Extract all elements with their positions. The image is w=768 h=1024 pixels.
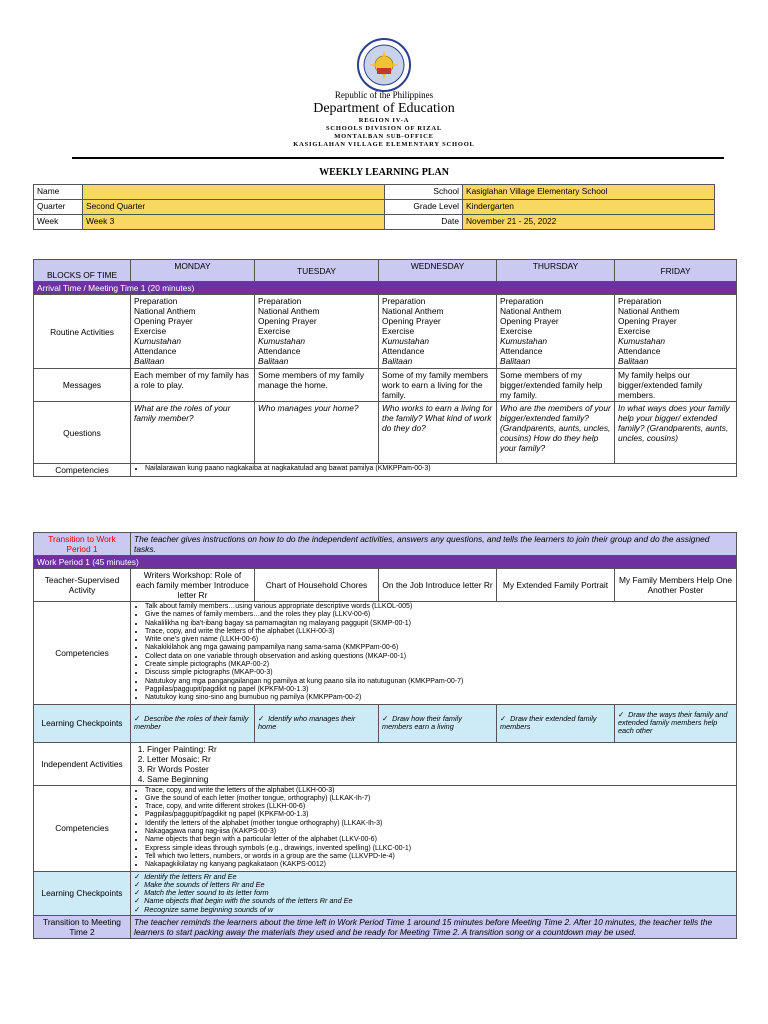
learning-checkpoints-label: Learning Checkpoints	[34, 871, 131, 915]
competency-item: • Name objects that begin with a particular letter of the alphabet (LLKV-00-6)	[145, 836, 733, 844]
message-cell: My family helps our bigger/extended family members.	[615, 369, 737, 402]
independent-activities-list	[131, 742, 737, 785]
work-period-table	[33, 532, 737, 939]
routine-item: Opening Prayer	[382, 316, 441, 326]
transition1-text: The teacher gives instructions on how to do the independent activities, answers any questions, and tells the learners to join their group and do the assigned tasks.	[131, 533, 737, 556]
checkpoint-item: ✓ Draw their extended family members	[500, 715, 611, 732]
checkpoint-item: ✓ Draw the ways their family and extended family members help each other	[618, 711, 733, 736]
routine-item: Exercise	[382, 326, 415, 336]
checkpoint-item: ✓ Make the sounds of letters Rr and Ee	[134, 881, 733, 889]
competency-item: • Write one's given name (LLKH-00-6)	[145, 636, 733, 644]
name-value	[83, 185, 385, 200]
checkpoint-item: ✓ Match the letter sound to its letter form	[134, 889, 733, 897]
routine-item: Preparation	[500, 296, 544, 306]
competency-item: • Give the sound of each letter (mother tongue, orthography) (LLKAK-Ih-7)	[145, 795, 733, 803]
tsa-cell: My Extended Family Portrait	[497, 569, 615, 602]
routine-item: Balitaan	[382, 356, 413, 366]
date-value: November 21 - 25, 2022	[463, 215, 715, 230]
division-line: SCHOOLS DIVISION OF RIZAL	[325, 125, 443, 132]
routine-item: Attendance	[500, 346, 543, 356]
competency-item: • Create simple pictographs (MKAP-00-2)	[145, 661, 733, 669]
routine-item: National Anthem	[500, 306, 562, 316]
transition2-text: The teacher reminds the learners about the time left in Work Period Time 1 around 15 minutes before Meeting Time 2. After 10 minutes, the teacher tells the learners to start packing away the materials they used and be ready for Meeting Time 2. A transition song or a countdown may be used.	[131, 916, 737, 939]
checkpoint-cell	[379, 704, 497, 742]
checkpoint-item: ✓ Identify who manages their home	[258, 715, 375, 732]
competencies-label: Competencies	[34, 602, 131, 705]
competency-cell	[131, 464, 737, 477]
routine-item: National Anthem	[258, 306, 320, 316]
day-header: MONDAY	[131, 260, 255, 282]
routine-item: Attendance	[618, 346, 661, 356]
checkpoint-item: ✓ Identify the letters Rr and Ee	[134, 873, 733, 881]
routine-item: Kumustahan	[500, 336, 548, 346]
competency-item: • Pagpilas/paggupit/pagdikit ng papel (KPKFM-00-1.3)	[145, 686, 733, 694]
routine-cell	[379, 295, 497, 369]
messages-label: Messages	[34, 369, 131, 402]
region-line: REGION IV-A	[358, 117, 410, 124]
suboffice-line: MONTALBAN SUB-OFFICE	[334, 133, 434, 140]
question-cell: Who works to earn a living for the family? What kind of work do they do?	[379, 402, 497, 464]
routine-item: Preparation	[618, 296, 662, 306]
competencies-label: Competencies	[34, 464, 131, 477]
routine-item: Opening Prayer	[500, 316, 559, 326]
competency-item: • Trace, copy, and write the letters of the alphabet (LLKH-00-3)	[145, 787, 733, 795]
competency-item: • Give the names of family members…and the roles they play (LLKV-00-6)	[145, 611, 733, 619]
tsa-label: Teacher-Supervised Activity	[34, 569, 131, 602]
competency-item: • Talk about family members…using various appropriate descriptive words (LLKOL-005)	[145, 603, 733, 611]
day-header: FRIDAY	[615, 260, 737, 282]
checkpoint-cell	[615, 704, 737, 742]
routine-item: Attendance	[258, 346, 301, 356]
checkpoint-item: ✓ Name objects that begin with the sounds of the letters Rr and Ee	[134, 897, 733, 905]
header-divider	[72, 157, 724, 159]
routine-item: Attendance	[382, 346, 425, 356]
routine-item: Kumustahan	[134, 336, 182, 346]
routine-item: Attendance	[134, 346, 177, 356]
week-label: Week	[34, 215, 83, 230]
questions-label: Questions	[34, 402, 131, 464]
question-cell: Who manages your home?	[255, 402, 379, 464]
quarter-value: Second Quarter	[83, 200, 385, 215]
competency-item: • Nakalilikha ng iba't-ibang bagay sa pamamagitan ng malayang paggupit (SKMP-00-1)	[145, 620, 733, 628]
question-cell: In what ways does your family help your bigger/ extended family? (Grandparents, aunts, uncles, cousins)	[615, 402, 737, 464]
routine-item: Balitaan	[500, 356, 531, 366]
checkpoint-item: ✓ Describe the roles of their family member	[134, 715, 251, 732]
tsa-cell: My Family Members Help One Another Poster	[615, 569, 737, 602]
competency-item: • Collect data on one variable through observation and asking questions (MKAP-00-1)	[145, 653, 733, 661]
school-line: KASIGLAHAN VILLAGE ELEMENTARY SCHOOL	[293, 141, 475, 148]
routine-item: Opening Prayer	[134, 316, 193, 326]
routine-item: National Anthem	[134, 306, 196, 316]
competency-list	[131, 785, 737, 871]
checkpoint-cell	[255, 704, 379, 742]
grade-label: Grade Level	[385, 200, 463, 215]
independent-activities-label: Independent Activities	[34, 742, 131, 785]
competency-item: • Natutukoy ang mga pangangailangan ng pamilya at kung paano sila ito natutugunan (KMKPPam-00-7)	[145, 678, 733, 686]
competency-item: • Nailalarawan kung paano nagkakaiba at nagkakatulad ang bawat pamilya (KMKPPam-00-3)	[145, 465, 733, 473]
checkpoint-cell	[497, 704, 615, 742]
school-value: Kasiglahan Village Elementary School	[463, 185, 715, 200]
routine-item: Opening Prayer	[258, 316, 317, 326]
message-cell: Each member of my family has a role to play.	[131, 369, 255, 402]
routine-item: Balitaan	[134, 356, 165, 366]
day-header: WEDNESDAY	[379, 260, 497, 282]
day-header: THURSDAY	[497, 260, 615, 282]
routine-item: Balitaan	[258, 356, 289, 366]
arrival-time-bar: Arrival Time / Meeting Time 1 (20 minutes)	[34, 282, 737, 295]
competency-item: • Nakagagawa nang nag-iisa (KAKPS-00-3)	[145, 828, 733, 836]
routine-item: Kumustahan	[258, 336, 306, 346]
checkpoint-item: ✓ Recognize same beginning sounds of w	[134, 906, 733, 914]
checkpoint-list	[131, 871, 737, 915]
competency-item: • Nakapagkikilatay ng kanyang pagkakataon (KAKPS-0012)	[145, 861, 733, 869]
info-table	[33, 184, 715, 230]
routine-item: Opening Prayer	[618, 316, 677, 326]
name-label: Name	[34, 185, 83, 200]
competency-item: • Identify the letters of the alphabet (mother tongue orthography) (LLKAK-Ih-3)	[145, 820, 733, 828]
competencies-label: Competencies	[34, 785, 131, 871]
routine-cell	[497, 295, 615, 369]
letterhead	[0, 38, 768, 149]
transition1-label: Transition to Work Period 1	[34, 533, 131, 556]
question-cell: What are the roles of your family member?	[131, 402, 255, 464]
school-label: School	[385, 185, 463, 200]
competency-item: • Trace, copy, and write different strokes (LLKH-00-6)	[145, 803, 733, 811]
transition2-label: Transition to Meeting Time 2	[34, 916, 131, 939]
routine-item: Balitaan	[618, 356, 649, 366]
department-name: Department of Education	[313, 101, 455, 116]
competency-item: • Express simple ideas through symbols (e.g., drawings, invented spelling) (LLKC-00-1)	[145, 845, 733, 853]
routine-item: Exercise	[258, 326, 291, 336]
routine-item: Kumustahan	[618, 336, 666, 346]
routine-item: Kumustahan	[382, 336, 430, 346]
tsa-cell: On the Job Introduce letter Rr	[379, 569, 497, 602]
competency-item: • Trace, copy, and write the letters of the alphabet (LLKH-00-3)	[145, 628, 733, 636]
routine-item: National Anthem	[618, 306, 680, 316]
competency-item: • Nakakikilahok ang mga gawaing pampamilya nang sama-sama (KMKPPam-00-6)	[145, 644, 733, 652]
tsa-cell: Writers Workshop: Role of each family member Introduce letter Rr	[131, 569, 255, 602]
learning-checkpoints-label: Learning Checkpoints	[34, 704, 131, 742]
routine-item: Preparation	[258, 296, 302, 306]
activity-item: 4. Same Beginning	[147, 774, 733, 784]
tsa-cell: Chart of Household Chores	[255, 569, 379, 602]
activity-item: 1. Finger Painting: Rr	[147, 744, 733, 754]
routine-item: National Anthem	[382, 306, 444, 316]
routine-cell	[615, 295, 737, 369]
message-cell: Some members of my bigger/extended family help my family.	[497, 369, 615, 402]
competency-item: • Discuss simple pictographs (MKAP-00-3)	[145, 669, 733, 677]
routine-item: Exercise	[134, 326, 167, 336]
blocks-of-time-header: BLOCKS OF TIME	[34, 260, 131, 282]
week-value: Week 3	[83, 215, 385, 230]
routine-cell	[131, 295, 255, 369]
date-label: Date	[385, 215, 463, 230]
meeting-time-table	[33, 259, 737, 477]
competency-item: • Pagpilas/paggupit/pagdikit ng papel (KPKFM-00-1.3)	[145, 811, 733, 819]
checkpoint-item: ✓ Draw how their family members earn a living	[382, 715, 493, 732]
question-cell: Who are the members of your bigger/extended family? (Grandparents, aunts, uncles, cousins) How do they help your family?	[497, 402, 615, 464]
routine-item: Exercise	[500, 326, 533, 336]
routine-item: Preparation	[134, 296, 178, 306]
message-cell: Some members of my family manage the home.	[255, 369, 379, 402]
checkpoint-cell	[131, 704, 255, 742]
routine-item: Exercise	[618, 326, 651, 336]
competency-list	[131, 602, 737, 705]
routine-label: Routine Activities	[34, 295, 131, 369]
quarter-label: Quarter	[34, 200, 83, 215]
republic-line: Republic of the Philippines	[334, 90, 434, 100]
routine-item: Preparation	[382, 296, 426, 306]
activity-item: 3. Rr Words Poster	[147, 764, 733, 774]
routine-cell	[255, 295, 379, 369]
work-period-bar: Work Period 1 (45 minutes)	[34, 556, 737, 569]
day-header: TUESDAY	[255, 260, 379, 282]
activity-item: 2. Letter Mosaic: Rr	[147, 754, 733, 764]
message-cell: Some of my family members work to earn a living for the family.	[379, 369, 497, 402]
deped-seal-icon	[357, 38, 411, 92]
competency-item: • Natutukoy kung sino-sino ang bumubuo ng pamilya (KMKPPam-00-2)	[145, 694, 733, 702]
competency-item: • Tell which two letters, numbers, or words in a group are the same (LLKVPD-Ie-4)	[145, 853, 733, 861]
grade-value: Kindergarten	[463, 200, 715, 215]
document-title: WEEKLY LEARNING PLAN	[319, 167, 449, 178]
